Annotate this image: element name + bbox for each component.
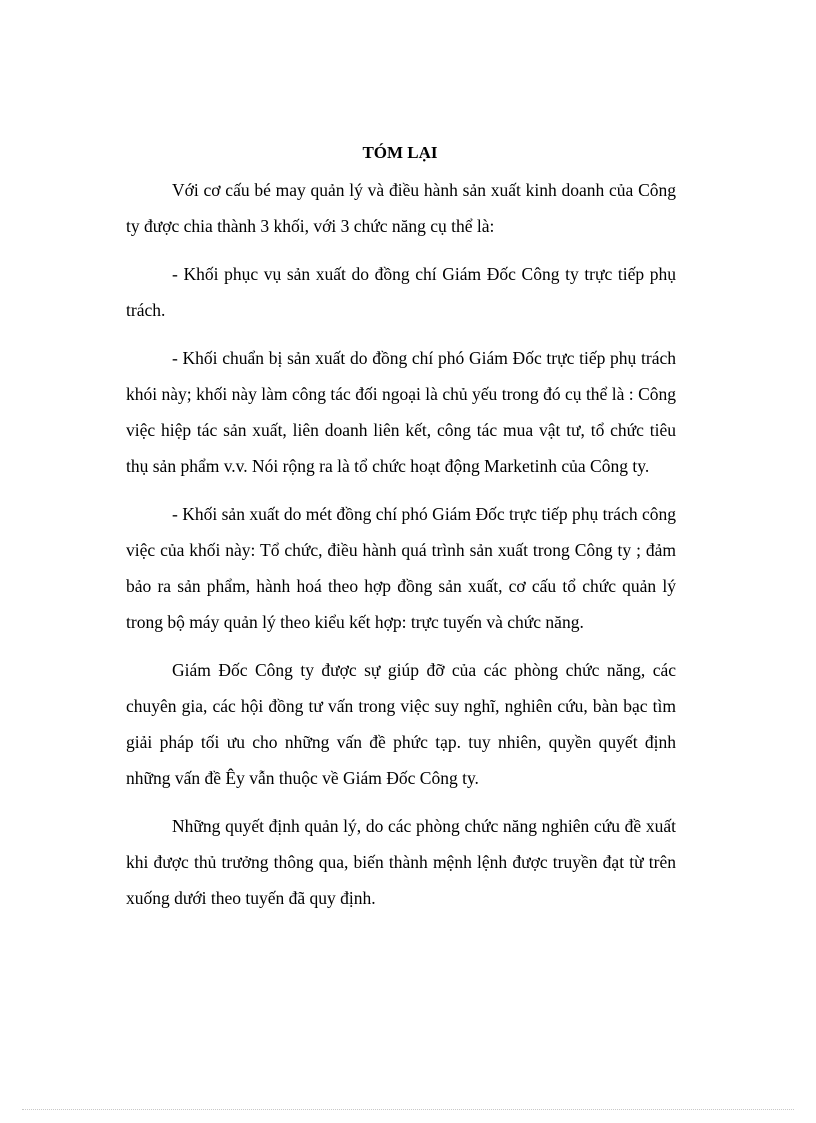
paragraph-decisions: Những quyết định quản lý, do các phòng chức năng nghiên cứu đề xuất khi được thủ trưởng thông qua, biến thành mệnh lệnh được truyền đạt từ trên xuống dưới theo tuyến đã quy định.	[126, 816, 676, 908]
page-bottom-divider	[22, 1109, 794, 1110]
paragraph-production: - Khối sản xuất do mét đồng chí phó Giám Đốc trực tiếp phụ trách công việc của khối này: Tổ chức, điều hành quá trình sản xuất trong Công ty ; đảm bảo ra sản phẩm, hành hoá theo hợp đồng sản xuất, cơ cấu tổ chức quản lý trong bộ máy quản lý theo kiểu kết hợp: trực tuyến và chức năng.	[126, 504, 676, 632]
paragraph-director: Giám Đốc Công ty được sự giúp đỡ của các phòng chức năng, các chuyên gia, các hội đồng tư vấn trong việc suy nghĩ, nghiên cứu, bàn bạc tìm giải pháp tối ưu cho những vấn đề phức tạp. tuy nhiên, quyền quyết định những vấn đề Êy vẫn thuộc về Giám Đốc Công ty.	[126, 660, 676, 788]
document-body	[126, 172, 676, 928]
paragraph-production-service: - Khối phục vụ sản xuất do đồng chí Giám Đốc Công ty trực tiếp phụ trách.	[126, 264, 676, 320]
page-title: TÓM LẠI	[362, 143, 438, 162]
paragraph-intro: Với cơ cấu bé may quản lý và điều hành sản xuất kinh doanh của Công ty được chia thành 3 khối, với 3 chức năng cụ thể là:	[126, 180, 676, 236]
paragraph-production-preparation: - Khối chuẩn bị sản xuất do đồng chí phó Giám Đốc trực tiếp phụ trách khói này; khối này làm công tác đối ngoại là chủ yếu trong đó cụ thể là : Công việc hiệp tác sản xuất, liên doanh liên kết, công tác mua vật tư, tổ chức tiêu thụ sản phẩm v.v. Nói rộng ra là tổ chức hoạt động Marketinh của Công ty.	[126, 348, 676, 476]
